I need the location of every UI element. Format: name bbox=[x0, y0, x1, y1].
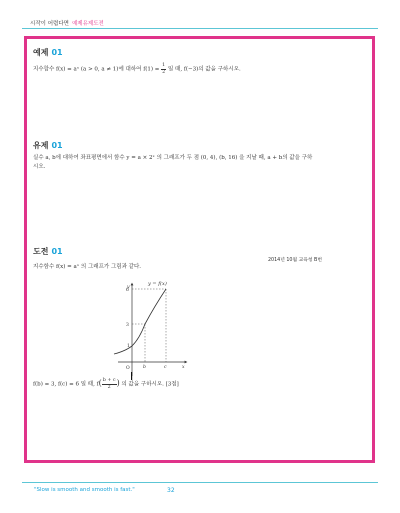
header-accent: 예제유제도전 bbox=[71, 21, 104, 27]
challenge-fraction bbox=[102, 378, 117, 390]
page-number: 32 bbox=[167, 487, 175, 494]
challenge-source: 2014년 10월 교육청 B번 bbox=[268, 258, 322, 263]
y-tick-6: 6 bbox=[126, 288, 129, 293]
example-number: 01 bbox=[51, 48, 63, 57]
exponential-curve bbox=[114, 289, 166, 354]
example-frac-num: 1 bbox=[162, 63, 166, 68]
challenge-problem: 지수함수 f(x) = aˣ 의 그래프가 그림과 같다. bbox=[33, 264, 142, 270]
example-text-a: 지수함수 f(x) = aˣ (a > 0, a ≠ 1)에 대하여 f(1) = bbox=[33, 66, 160, 73]
paren-open-icon: ( bbox=[98, 378, 102, 388]
challenge-text2-b: 의 값을 구하시오. [3점] bbox=[121, 381, 179, 388]
similar-label-text: 유제 bbox=[33, 141, 49, 150]
page-header bbox=[30, 19, 104, 27]
challenge-label bbox=[33, 246, 63, 257]
header-title: 시작이 어렵다면 bbox=[30, 21, 69, 27]
y-axis-label: y bbox=[127, 285, 130, 290]
similar-label bbox=[33, 140, 63, 151]
footer-divider bbox=[22, 482, 378, 483]
header-divider bbox=[22, 28, 378, 29]
challenge-label-text: 도전 bbox=[33, 247, 49, 256]
curve-label: y = f(x) bbox=[148, 281, 167, 287]
x-tick-c: c bbox=[164, 365, 167, 370]
example-label bbox=[33, 47, 63, 58]
challenge-question bbox=[33, 378, 179, 390]
origin-label: O bbox=[126, 366, 130, 371]
similar-number: 01 bbox=[51, 141, 63, 150]
example-text-b: 일 때, f(−3)의 값을 구하시오. bbox=[167, 66, 241, 73]
example-label-text: 예제 bbox=[33, 48, 49, 57]
challenge-number: 01 bbox=[51, 247, 63, 256]
example-frac-den: 2 bbox=[162, 69, 166, 75]
y-tick-1: 1 bbox=[127, 344, 130, 349]
y-tick-3: 3 bbox=[126, 323, 129, 328]
content-frame bbox=[24, 36, 375, 463]
x-tick-b: b bbox=[143, 365, 146, 370]
example-problem bbox=[33, 63, 363, 75]
similar-problem: 실수 a, b에 대하여 좌표평면에서 함수 y = a × 2ˣ 의 그래프가 두 점 (0, 4), (b, 16) 을 지날 때, a + b의 값을 구하시오. bbox=[33, 155, 313, 170]
footer-quote: "Slow is smooth and smooth is fast." bbox=[34, 487, 135, 493]
challenge-text2-a: f(b) = 3, f(c) = 6 일 때, f bbox=[33, 381, 99, 388]
challenge-frac-den: 2 bbox=[107, 384, 111, 390]
challenge-frac-num: b + c bbox=[102, 378, 116, 383]
example-fraction bbox=[161, 63, 166, 75]
x-axis-label: x bbox=[182, 365, 185, 370]
paren-close-icon: ) bbox=[116, 378, 120, 388]
exponential-graph bbox=[110, 280, 190, 382]
